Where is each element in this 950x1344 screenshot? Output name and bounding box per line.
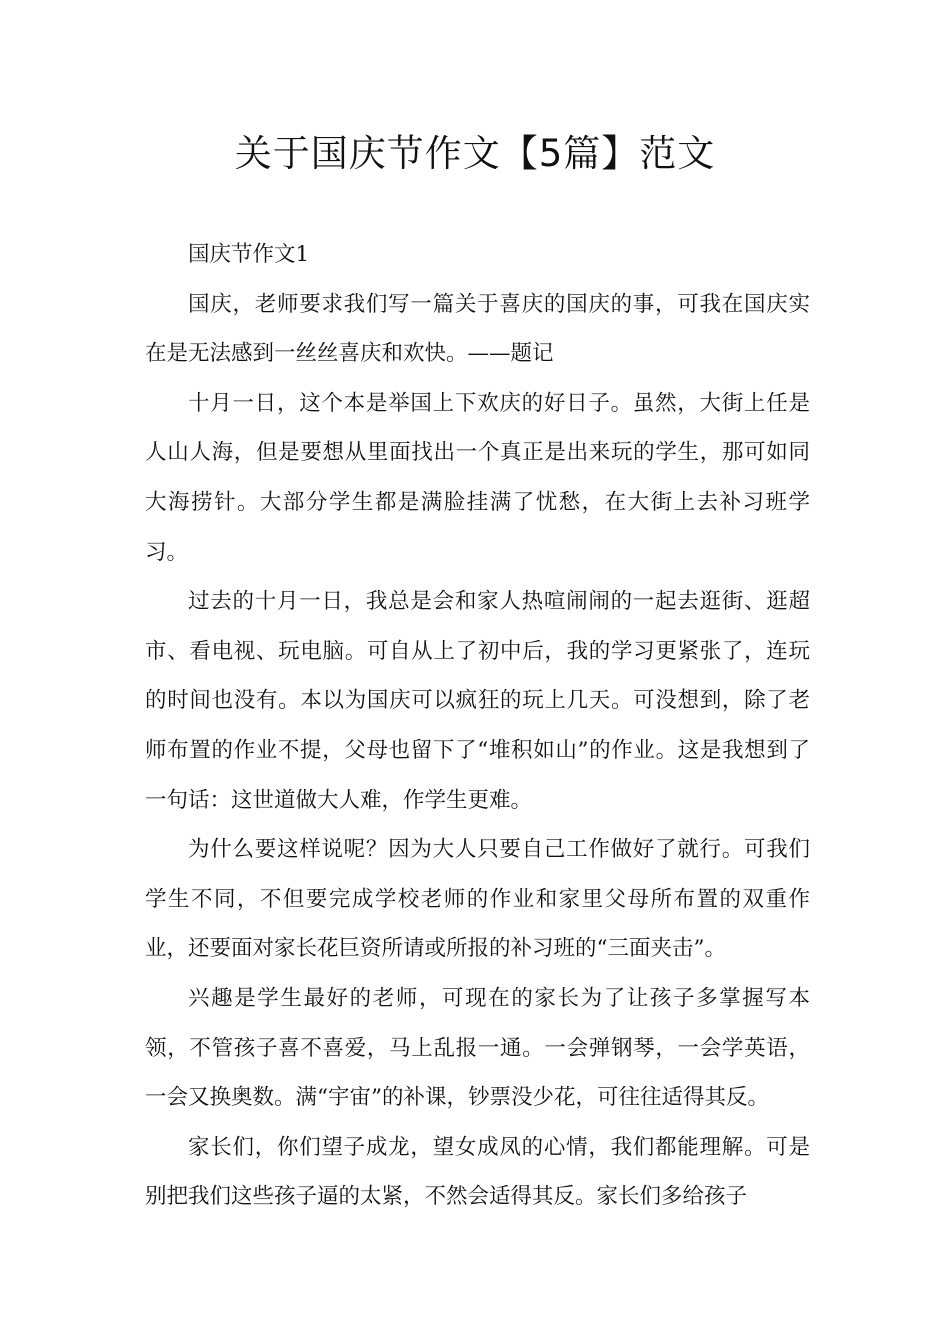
paragraph: 为什么要这样说呢？因为大人只要自己工作做好了就行。可我们学生不同，不但要完成学校老师的作业和家里父母所布置的双重作业，还要面对家长花巨资所请或所报的补习班的“三面夹击”。 xyxy=(145,837,810,962)
paragraph: 十月一日，这个本是举国上下欢庆的好日子。虽然，大街上任是人山人海，但是要想从里面找出一个真正是出来玩的学生，那可如同大海捞针。大部分学生都是满脸挂满了忧愁，在大街上去补习班学习。 xyxy=(145,390,810,565)
paragraph: 过去的十月一日，我总是会和家人热喧闹闹的一起去逛街、逛超市、看电视、玩电脑。可自从上了初中后，我的学习更紧张了，连玩的时间也没有。本以为国庆可以疯狂的玩上几天。可没想到，除了老师布置的作业不提，父母也留下了“堆积如山”的作业。这是我想到了一句话：这世道做大人难，作学生更难。 xyxy=(145,589,810,813)
paragraph: 兴趣是学生最好的老师，可现在的家长为了让孩子多掌握写本领，不管孩子喜不喜爱，马上乱报一通。一会弹钢琴，一会学英语，一会又换奥数。满“宇宙”的补课，钞票没少花，可往往适得其反。 xyxy=(145,985,810,1111)
document-body xyxy=(145,230,810,1222)
paragraph: 家长们，你们望子成龙，望女成凤的心情，我们都能理解。可是别把我们这些孩子逼的太紧，不然会适得其反。家长们多给孩子 xyxy=(145,1134,810,1210)
section-heading: 国庆节作文1 xyxy=(188,242,310,267)
document-title: 关于国庆节作文【5篇】范文 xyxy=(234,132,716,175)
paragraph: 国庆，老师要求我们写一篇关于喜庆的国庆的事，可我在国庆实在是无法感到一丝丝喜庆和欢快。——题记 xyxy=(145,291,810,367)
